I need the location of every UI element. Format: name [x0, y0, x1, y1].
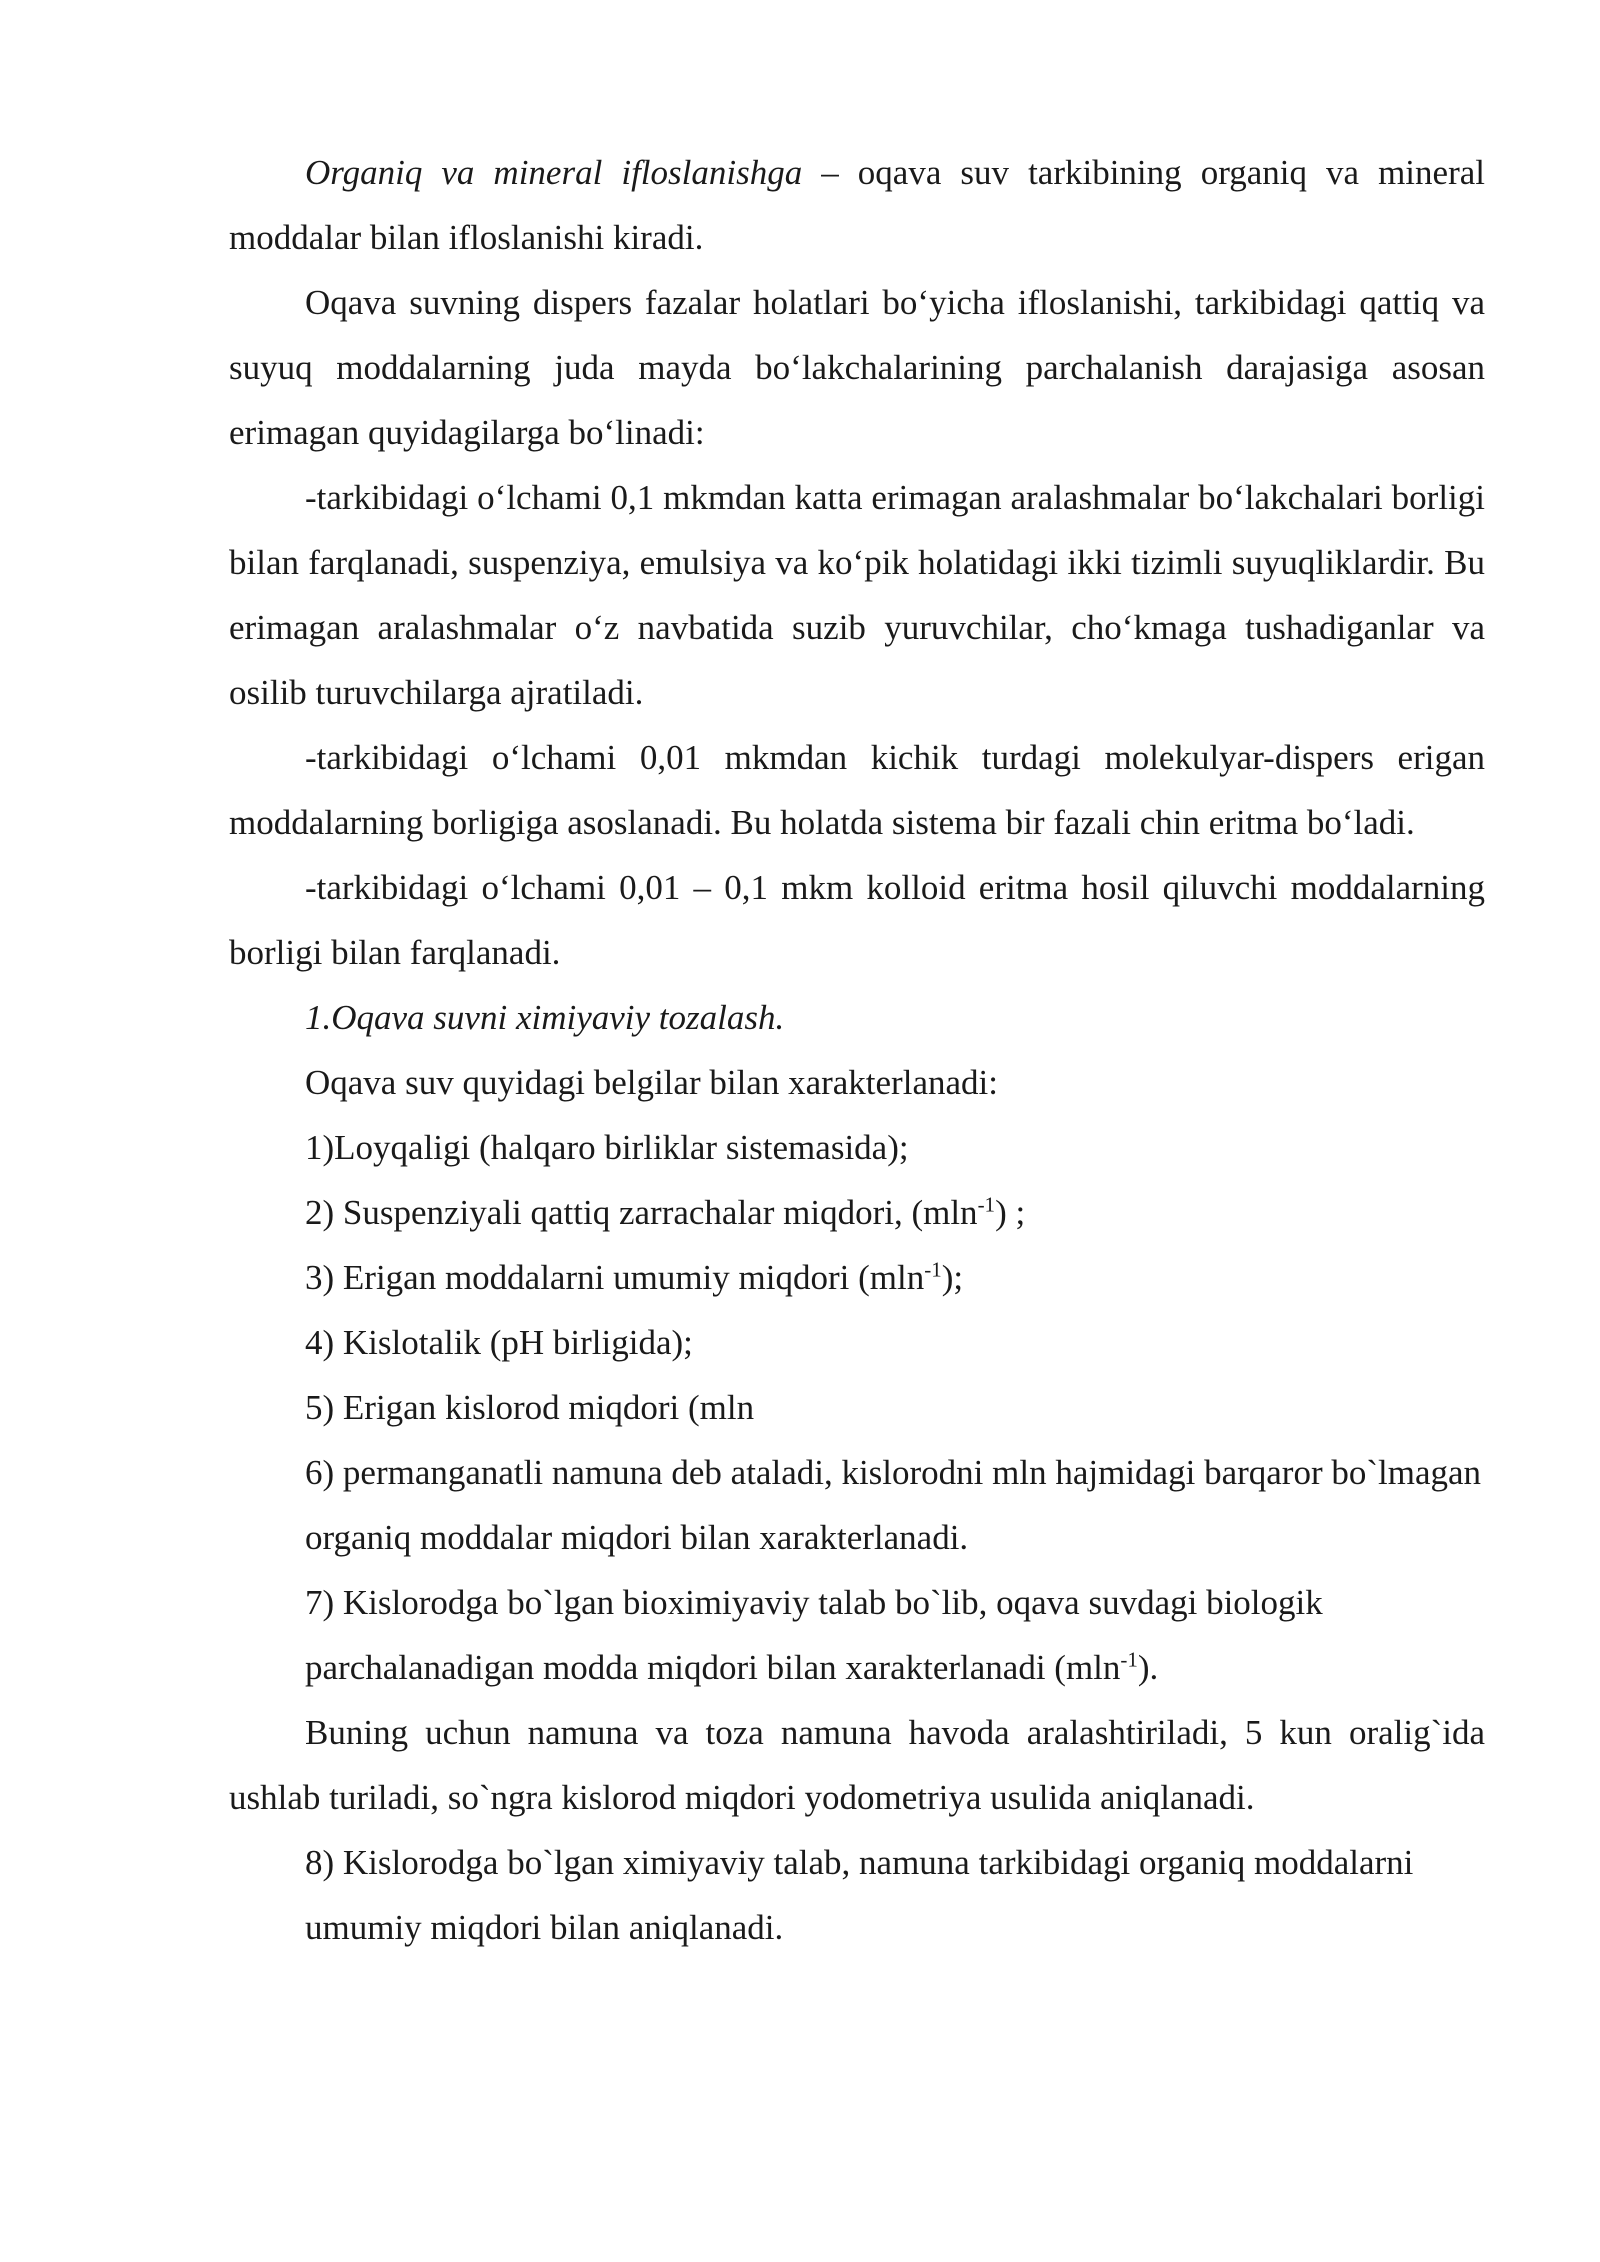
list-item-text: 7) Kislorodga bo`lgan bioximiyaviy talab bo`lib, oqava suvdagi biologik parchalanadigan modda miqdori bilan xarakterlanadi (mln — [305, 1583, 1323, 1687]
document-body — [229, 140, 1485, 1960]
paragraph-dispers-phases: Oqava suvning dispers fazalar holatlari bo‘yicha ifloslanishi, tarkibidagi qattiq va suyuq moddalarning juda mayda bo‘lakchalarining parchalanish darajasiga asosan erimagan quyidagilarga bo‘linadi: — [229, 283, 1485, 452]
section-heading: 1.Oqava suvni ximiyaviy tozalash. — [305, 998, 785, 1037]
list-item-text: 2) Suspenziyali qattiq zarrachalar miqdori, (mln — [305, 1193, 978, 1232]
list-item-5: 5) Erigan kislorod miqdori (mln — [305, 1388, 755, 1427]
paragraph-molecular: -tarkibidagi o‘lchami 0,01 mkmdan kichik turdagi molekulyar-dispers erigan moddalarning borligiga asoslanadi. Bu holatda sistema bir fazali chin eritma bo‘ladi. — [229, 738, 1485, 842]
list-intro: Oqava suv quyidagi belgilar bilan xarakterlanadi: — [305, 1063, 998, 1102]
list-item-text: 3) Erigan moddalarni umumiy miqdori (mln — [305, 1258, 925, 1297]
paragraph-insoluble: -tarkibidagi o‘lchami 0,1 mkmdan katta erimagan aralashmalar bo‘lakchalari borligi bilan farqlanadi, suspenziya, emulsiya va ko‘pik holatidagi ikki tizimli suyuqliklardir. Bu erimagan aralashmalar o‘z navbatida suzib yuruvchilar, cho‘kmaga tushadiganlar va osilib turuvchilarga ajratiladi. — [229, 478, 1485, 712]
list-item-text: ). — [1137, 1648, 1159, 1687]
superscript: -1 — [1120, 1647, 1138, 1672]
list-item-6: 6) permanganatli namuna deb ataladi, kislorodni mln hajmidagi barqaror bo`lmagan organiq moddalar miqdori bilan xarakterlanadi. — [305, 1453, 1482, 1557]
paragraph-text: – oqava suv tarkibining organiq va mineral moddalar bilan ifloslanishi kiradi. — [229, 153, 1485, 257]
paragraph-colloid: -tarkibidagi o‘lchami 0,01 – 0,1 mkm kolloid eritma hosil qiluvchi moddalarning borligi bilan farqlanadi. — [229, 868, 1485, 972]
paragraph-procedure: Buning uchun namuna va toza namuna havoda aralashtiriladi, 5 kun oralig`ida ushlab turiladi, so`ngra kislorod miqdori yodometriya usulida aniqlanadi. — [229, 1713, 1485, 1817]
italic-term: Organiq va mineral ifloslanishga — [305, 153, 803, 192]
list-item-1: 1)Loyqaligi (halqaro birliklar sistemasida); — [305, 1128, 909, 1167]
list-item-3 — [229, 1245, 1485, 1310]
list-item-7 — [229, 1570, 1485, 1700]
list-item-text: ); — [941, 1258, 964, 1297]
paragraph-pollution-types — [229, 140, 1485, 270]
list-item-8: 8) Kislorodga bo`lgan ximiyaviy talab, namuna tarkibidagi organiq moddalarni umumiy miqdori bilan aniqlanadi. — [305, 1843, 1414, 1947]
superscript: -1 — [977, 1192, 996, 1217]
list-item-text: ) ; — [995, 1193, 1026, 1232]
list-item-2 — [229, 1180, 1485, 1245]
list-item-4: 4) Kislotalik (pH birligida); — [305, 1323, 693, 1362]
superscript: -1 — [924, 1257, 942, 1282]
